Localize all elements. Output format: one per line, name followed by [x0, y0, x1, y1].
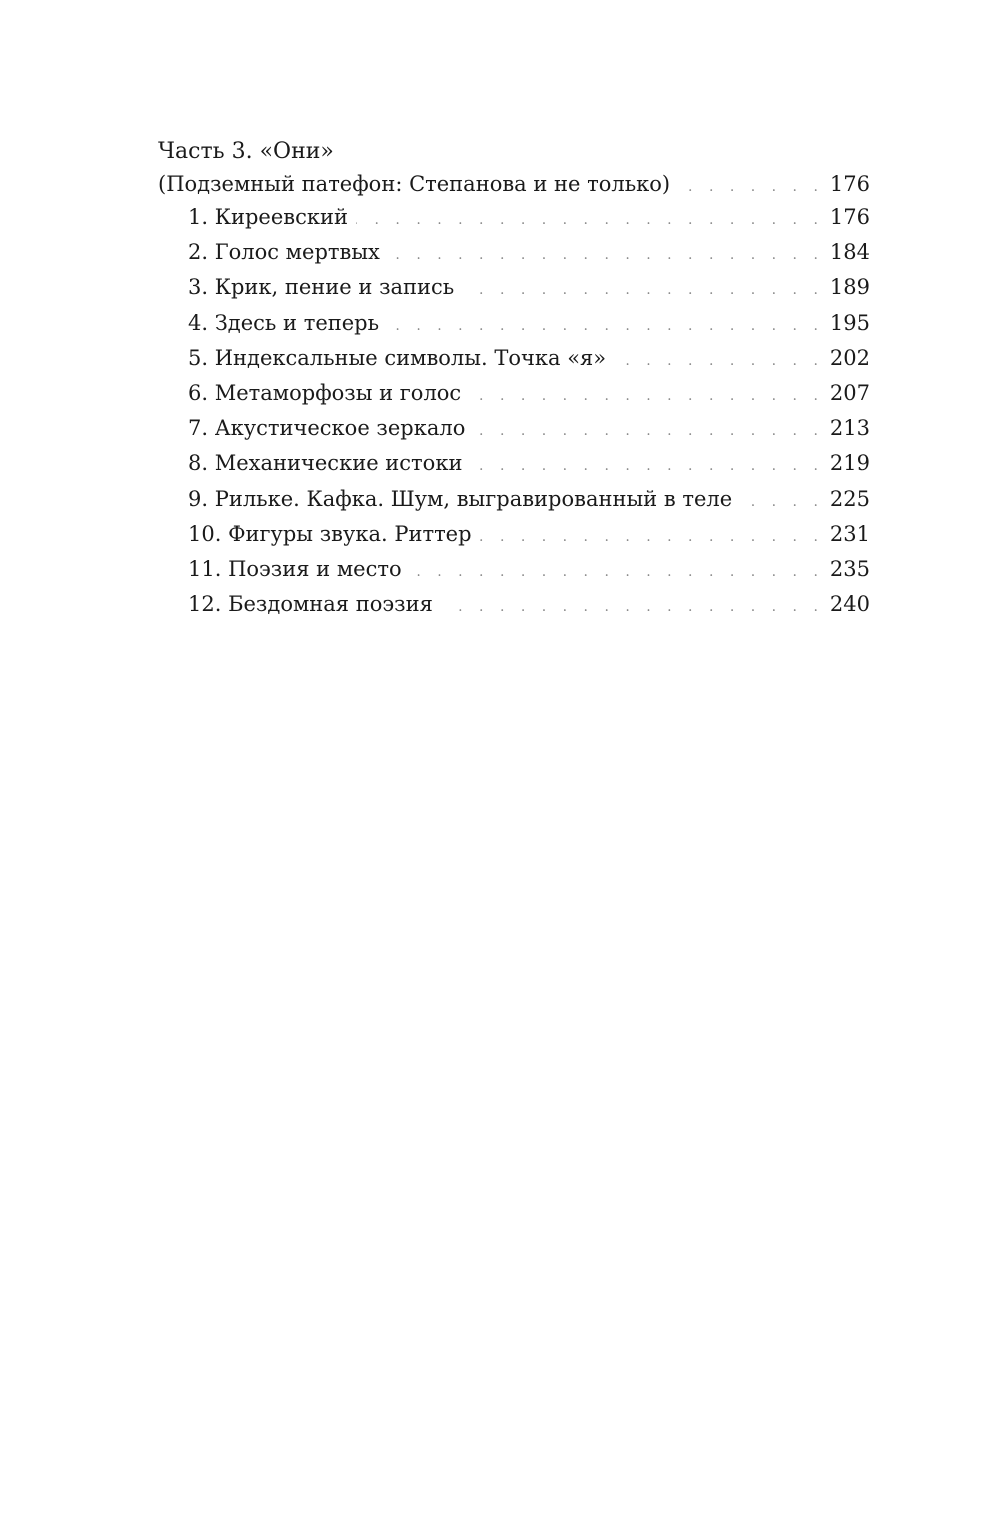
toc-entry: [158, 517, 870, 552]
part-subtitle: (Подземный патефон: Степанова и не только): [158, 172, 671, 196]
toc-entry: [158, 446, 870, 481]
page-number: 207: [829, 380, 870, 405]
table-of-contents: [158, 136, 870, 622]
page-number: 184: [829, 240, 870, 265]
page-number: 219: [829, 451, 870, 476]
entry-title: 7. Акустическое зеркало: [188, 416, 466, 441]
page-number: 225: [829, 486, 870, 511]
entry-title: 5. Индексальные символы. Точка «я»: [188, 345, 607, 370]
entry-title: 12. Бездомная поэзия: [188, 592, 433, 617]
dot-leader: [678, 171, 824, 203]
toc-entry: [158, 411, 870, 446]
part-heading: Часть 3. «Они»: [158, 139, 334, 164]
toc-entry: [158, 270, 870, 305]
entry-title: 4. Здесь и теперь: [188, 310, 380, 335]
dot-leader: [410, 555, 824, 590]
dot-leader: [740, 485, 824, 520]
dot-leader: [462, 273, 824, 308]
dot-leader: [441, 590, 824, 625]
toc-entry: [158, 341, 870, 376]
page-number: 189: [829, 275, 870, 300]
page-number: 231: [829, 521, 870, 546]
page-number: 213: [829, 416, 870, 441]
toc-entry: [158, 482, 870, 517]
toc-entry: [158, 552, 870, 587]
toc-entry: [158, 235, 870, 270]
entry-title: 11. Поэзия и место: [188, 556, 402, 581]
toc-entry: [158, 200, 870, 235]
dot-leader: [388, 238, 824, 273]
dot-leader: [469, 379, 824, 414]
dot-leader: [480, 520, 824, 555]
entry-title: 2. Голос мертвых: [188, 240, 380, 265]
page-number: 240: [829, 592, 870, 617]
dot-leader: [614, 344, 824, 379]
entry-title: 3. Крик, пение и запись: [188, 275, 455, 300]
page-number: 176: [829, 172, 870, 196]
toc-entry: [158, 376, 870, 411]
entry-title: 8. Механические истоки: [188, 451, 463, 476]
page-number: 202: [829, 345, 870, 370]
toc-entry: [158, 306, 870, 341]
dot-leader: [473, 414, 824, 449]
dot-leader: [387, 309, 824, 344]
entry-title: 9. Рильке. Кафка. Шум, выгравированный в теле: [188, 486, 733, 511]
entry-title: 6. Метаморфозы и голос: [188, 380, 462, 405]
entry-title: 10. Фигуры звука. Риттер: [188, 521, 472, 546]
page-number: 176: [829, 205, 870, 229]
toc-entry: [158, 587, 870, 622]
page-number: 235: [829, 556, 870, 581]
dot-leader: [356, 203, 824, 238]
dot-leader: [470, 449, 823, 484]
page-number: 195: [829, 310, 870, 335]
part-subtitle-entry: [158, 168, 870, 200]
entry-title: 1. Киреевский: [188, 205, 348, 229]
